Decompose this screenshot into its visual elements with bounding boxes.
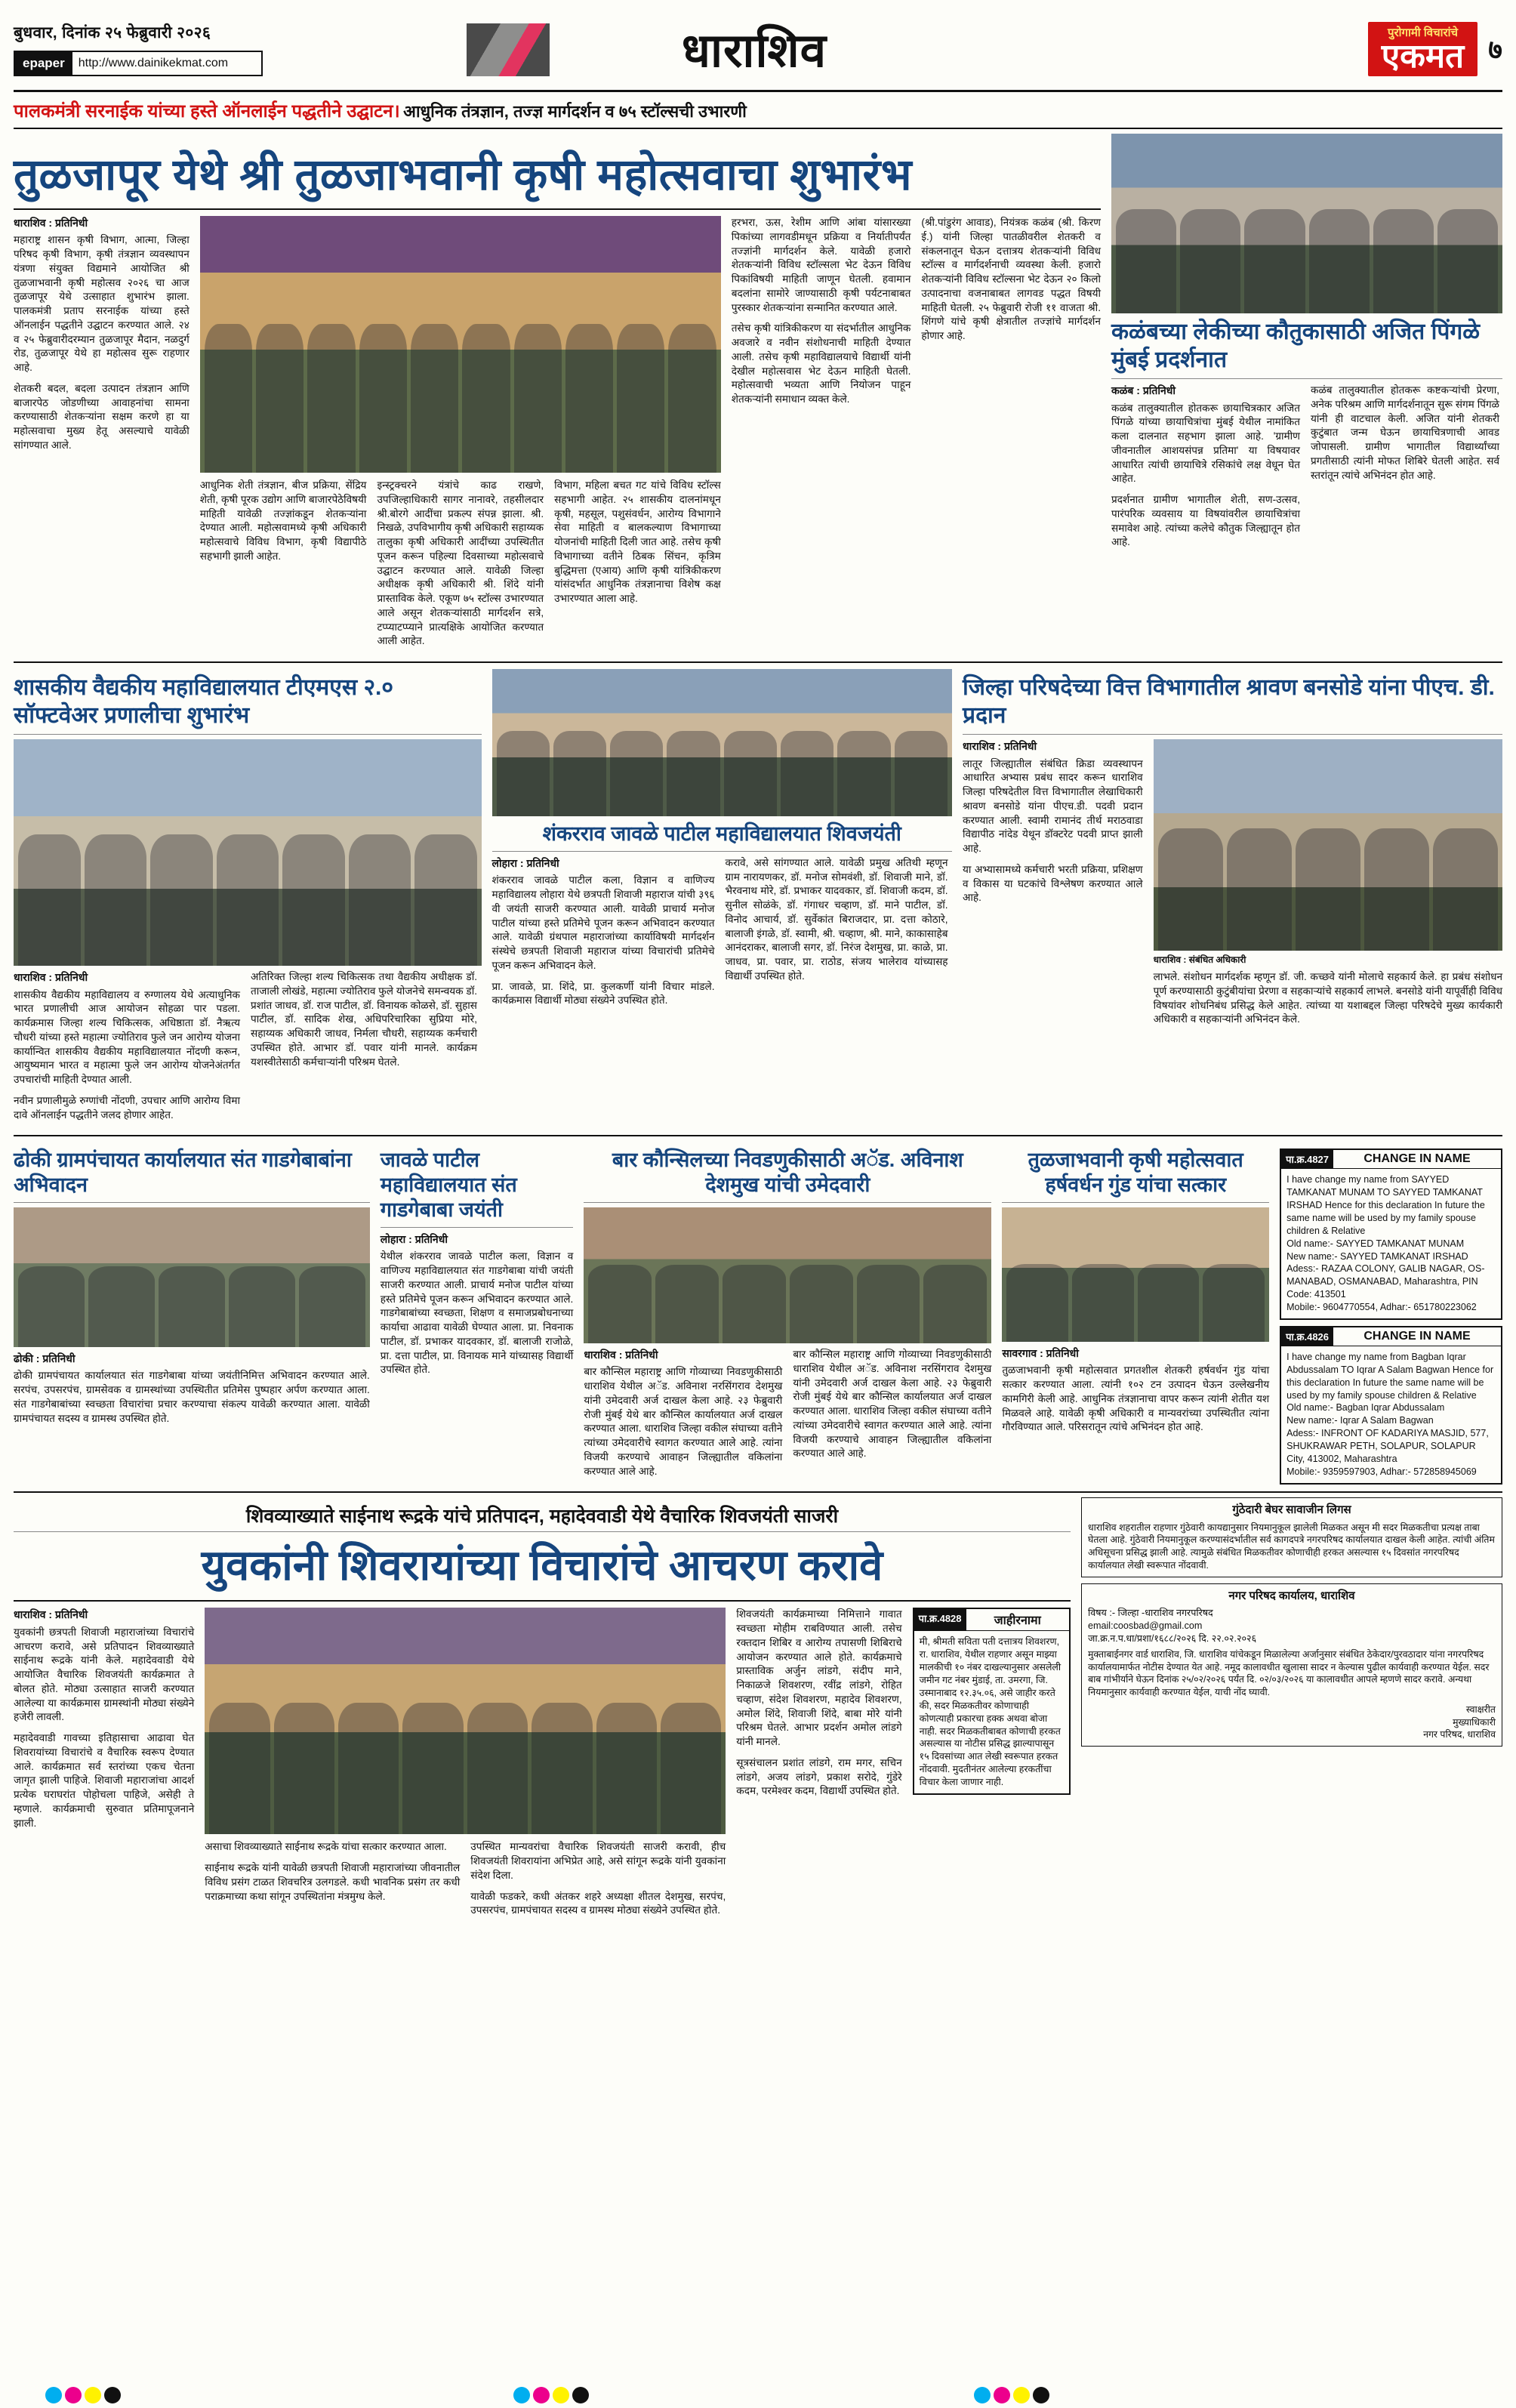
lead-photo-block <box>200 216 721 655</box>
paragraph: तसेच कृषी यांत्रिकीकरण या संदर्भातील आधुनिक अवजारे व नवीन संशोधनाची माहिती देण्यात आली. तसेच कृषी महाविद्यालयाचे विद्यार्थी यांनी देखील महोत्सवास भेट देऊन माहिती घेतली. महोत्सवाची भव्यता आणि नियोजन पाहून शेतकऱ्यांनी समाधान व्यक्त केले. <box>731 322 911 405</box>
mid-right-headline: जिल्हा परिषदेच्या वित्त विभागातील श्रावण बनसोडे यांना पीएच. डी. प्रदान <box>963 675 1495 728</box>
lead-kicker <box>14 92 1502 129</box>
notice-oldname-1: Old name:- SAYYED TAMKANAT MUNAM <box>1286 1238 1465 1249</box>
mid-center-byline: लोहारा : प्रतिनिधी <box>491 856 559 869</box>
notice-jahirnama <box>913 1608 1071 1795</box>
right-top-story <box>1111 134 1502 655</box>
masthead-center <box>331 17 1178 81</box>
notice-newname-1: New name:- SAYYED TAMKANAT IRSHAD <box>1286 1250 1468 1262</box>
masthead <box>14 11 1502 92</box>
row3-byline-2: लोहारा : प्रतिनिधी <box>380 1233 448 1246</box>
right-top-col-2 <box>1311 384 1499 557</box>
notice-change-in-name-1 <box>1280 1149 1502 1320</box>
paragraph: बार कौन्सिल महाराष्ट्र आणि गोव्याच्या निवडणुकीसाठी धाराशिव येथील अॅड. अविनाश नरसिंगराव देशमुख यांनी उमेदवारी अर्ज दाखल केला आहे. २३ फेब्रुवारी रोजी मुंबई येथे बार कौन्सिल कार्यालयात अर्ज दाखल करण्यात आला. धाराशिव जिल्हा वकील संघाच्या वतीने त्यांच्या उमेदवारीचे स्वागत करण्यात आले आहे. त्यांना विजयी करण्याचे आवाहन जिल्ह्यातील वकिलांना करण्यात आले आहे. <box>793 1349 992 1460</box>
notice-body-1: I have change my name from SAYYED TAMKANAT MUNAM TO SAYYED TAMKANAT IRSHAD Hence for this declaration In future the same name will be used by my family spouse children & Relative <box>1286 1174 1485 1236</box>
color-registration-center <box>513 2387 589 2403</box>
bottom-headline: युवकांनी शिवरायांच्या विचारांचे आचरण करावे <box>201 1541 883 1589</box>
np-refline: जा.क्र.न.प.धा/प्रशा/१६८८/२०२६ दि. २२.०२.२०२६ <box>1088 1633 1257 1644</box>
paragraph: सूत्रसंचालन प्रशांत लांडगे, राम मगर, सचिन लांडगे, अजय लांडगे, प्रकाश सरोदे, गुंडेरे कदम, परमेश्वर कदम, विद्यार्थी उपस्थित होते. <box>736 1756 902 1797</box>
row3-col-3a <box>584 1348 782 1485</box>
lead-byline: धाराशिव : प्रतिनिधी <box>14 217 88 229</box>
lead-col-2b <box>377 479 544 655</box>
brand-logo <box>1368 22 1478 76</box>
row3-story-4 <box>1002 1142 1269 1485</box>
bottom-notice-col <box>913 1608 1071 1925</box>
mid-right-photo <box>1154 739 1502 951</box>
np-body: मुक्ताबाईनगर वार्ड धाराशिव, जि. धाराशिव यांचेकडून मिळालेल्या अर्जानुसार संबंधित ठेकेदार/पुरवठादार यांना नगरपरिषद कार्यालयामार्फत नोटीस देण्यात येत आहे. नमूद कालावधीत खुलासा सादर न केल्यास पुढील कार्यवाही करण्यात येईल. सदर बाब गांभीर्याने घेऊन दिनांक २५/०२/२०२६ पर्यंत दि. ०२/०३/२०२६ या कालावधीत आपले म्हणणे सादर करावे. अन्यथा नियमानुसार कार्यवाही करण्यात येईल, याची नोंद घ्यावी. <box>1088 1648 1490 1698</box>
edition-title: धाराशिव <box>681 24 827 77</box>
paragraph: विभाग, महिला बचत गट यांचे विविध स्टॉल्स सहभागी आहेत. २५ शासकीय दालनांमधून कृषी, महसूल, पशुसंवर्धन, आरोग्य विभागाने सेवा माहिती व बालकल्याण विभागाच्या योजनांची माहिती दिली जात आहे. तसेच कृषी विभागाच्या वतीने ठिबक सिंचन, कृत्रिम बुद्धिमत्ता (एआय) आणि कृषी यांत्रिकीकरण यांसंदर्भात आधुनिक तंत्रज्ञानाचा विशेष कक्ष उभारण्यात आला आहे. <box>554 479 721 604</box>
row3-headline-2: जावळे पाटील महाविद्यालयात संत गाडगेबाबा जयंती <box>380 1149 517 1222</box>
mid-left-photo <box>14 739 482 966</box>
notice-address-1: Adess:- RAZAA COLONY, GALIB NAGAR, OS-MANABAD, OSMANABAD, Maharashtra, PIN Code: 413501 <box>1286 1263 1485 1300</box>
row3-photo-1 <box>14 1207 370 1347</box>
jahirnama-number: पा.क्र.4828 <box>914 1609 966 1630</box>
np-heading: नगर परिषद कार्यालय, धाराशिव <box>1228 1589 1355 1602</box>
bottom-photo <box>205 1608 726 1834</box>
jahirnama-body: मी, श्रीमती सविता पती दत्तात्रय शिवशरण, रा. धाराशिव, येथील राहणार असून माझ्या मालकीची १० नंबर दाखल्यानुसार असलेली जमीन गट नंबर मुंडाई, ता. उमरगा, जि. उस्मानाबाद १२.३५.०६, असे जाहीर करते की, सदर मिळकतीवर कोणाचाही कोणत्याही प्रकारचा हक्क अथवा बोजा नाही. सदर मिळकतीबाबत कोणाची हरकत असल्यास या नोटीस प्रसिद्ध झाल्यापासून १५ दिवसांच्या आत लेखी स्वरूपात हरकत नोंदवावी. मुदतीनंतर आलेल्या हरकतींचा विचार केला जाणार नाही. <box>919 1636 1062 1788</box>
mid-left-headline: शासकीय वैद्यकीय महाविद्यालयात टीएमएस २.० सॉफ्टवेअर प्रणालीचा शुभारंभ <box>14 675 393 728</box>
paragraph: येथील शंकरराव जावळे पाटील कला, विज्ञान व वाणिज्य महाविद्यालयात संत गाडगेबाबा यांची जयंती साजरी करण्यात आली. प्राचार्य मनोज पाटील यांच्या हस्ते प्रतिमेचे पूजन करून अभिवादन करण्यात आले. गाडगेबाबांच्या स्वच्छता, शिक्षण व समाजप्रबोधनाच्या कार्याचा आढावा यावेळी घेण्यात आला. प्रा. निवनाक पाटील, डॉ. प्रभाकर यादवकार, डॉ. बालाजी राजोळे, प्रा. दत्ता पाटील, प्रा. विनायक माने यांच्यासह विद्यार्थी उपस्थित होते. <box>380 1250 574 1376</box>
epaper-label: epaper <box>15 52 72 75</box>
paragraph: लाभले. संशोधन मार्गदर्शक म्हणून डॉ. जी. कच्छवे यांनी मोलाचे सहकार्य केले. हा प्रबंध संशोधन पूर्ण करण्यासाठी कुटुंबीयांचा प्रेरणा व सहकाऱ्यांचे सहकार्य लाभले. बनसोडे यांनी यापूर्वीही विविध विषयांवर शोधनिबंध प्रसिद्ध केले आहेत. त्यांच्या या यशाबद्दल जिल्हा परिषदेचे मुख्य कार्यकारी अधिकारी व सहकाऱ्यांनी अभिनंदन केले. <box>1153 971 1502 1025</box>
paragraph: बार कौन्सिल महाराष्ट्र आणि गोव्याच्या निवडणुकीसाठी धाराशिव येथील अॅड. अविनाश नरसिंगराव देशमुख यांनी उमेदवारी अर्ज दाखल केला आहे. २३ फेब्रुवारी रोजी मुंबई येथे बार कौन्सिल कार्यालयात अर्ज दाखल करण्यात आला. धाराशिव जिल्हा वकील संघाच्या वतीने त्यांच्या उमेदवारीचे स्वागत करण्यात आले आहे. त्यांना विजयी करण्याचे आवाहन जिल्ह्यातील वकिलांना करण्यात आले आहे. <box>584 1366 783 1477</box>
lead-col-1 <box>14 216 190 655</box>
paragraph: महाराष्ट्र शासन कृषी विभाग, आत्मा, जिल्हा परिषद कृषी विभाग, कृषी तंत्रज्ञान व्यवस्थापन यंत्रणा संयुक्त विद्यमाने आयोजित श्री तुळजाभवानी कृषी महोत्सव २०२६ चा आज तुळजापूर येथे उत्साहात शुभारंभ झाला. पालकमंत्री प्रताप सरनाईक यांच्या हस्ते ऑनलाईन पद्धतीने उद्घाटन करण्यात आले. २४ व २५ फेब्रुवारीदरम्यान तुळजापूर मैदान, नळदुर्ग रोड, तुळजापूर येथे हा महोत्सव सुरू राहणार आहे. <box>14 234 190 374</box>
row3-story-3 <box>584 1142 991 1485</box>
notice-mobile-2: Mobile:- 9359597903, Adhar:- 572858945069 <box>1286 1466 1477 1477</box>
bottom-photo-block <box>205 1608 726 1925</box>
paragraph: शासकीय वैद्यकीय महाविद्यालय व रुग्णालय येथे अत्याधुनिक भारत प्रणालीची आज आयोजन सोहळा पार पडला. कार्यक्रमास जिल्हा शल्य चिकित्सक, अधिष्ठाता डॉ. नैऋत्य चौधरी यांच्या हस्ते महात्मा ज्योतिराव फुले जन आरोग्य योजना कार्यान्वित शासकीय वैद्यकीय महाविद्यालयात नोंदणी करून, आयुष्यमान भारत व महात्मा फुले जन आरोग्य योजनेअंतर्गत उपचारांची माहिती देण्यात आली. <box>14 988 240 1085</box>
mid-right-col-1 <box>963 739 1143 1034</box>
paragraph: प्रदर्शनात ग्रामीण भागातील शेती, सण-उत्सव, पारंपरिक व्यवसाय या विषयांवरील छायाचित्रांचा समावेश आहे. त्यांच्या कलेचे कौतुक जिल्ह्यातून होत आहे. <box>1111 494 1300 548</box>
mid-right-byline: धाराशिव : प्रतिनिधी <box>963 740 1037 753</box>
notice-gunthewari <box>1081 1497 1502 1577</box>
bottom-col-1 <box>14 1608 194 1925</box>
row3-photo-4 <box>1002 1207 1269 1342</box>
np-sign-1: स्वाक्षरीत <box>1465 1703 1496 1715</box>
bottom-col-2 <box>205 1840 460 1925</box>
masthead-right <box>1178 22 1502 76</box>
notice-body-2: I have change my name from Bagban Iqrar Abdussalam TO Iqrar A Salam Bagwan Hence for this declaration In future the same name will be used by my family spouse children & Relative <box>1286 1351 1494 1401</box>
paragraph: तुळजाभवानी कृषी महोत्सवात प्रगतशील शेतकरी हर्षवर्धन गुंड यांचा सत्कार करण्यात आला. त्यांनी १०२ टन उत्पादन घेऊन उल्लेखनीय कामगिरी केली आहे. आधुनिक तंत्रज्ञानाचा वापर करून त्यांनी शेतीत यश मिळवले आहे. यावेळी कृषी अधिकारी व मान्यवरांच्या उपस्थितीत त्यांना गौरविण्यात आले. परिसरातून त्यांचे अभिनंदन होत आहे. <box>1002 1364 1270 1433</box>
paragraph: आधुनिक शेती तंत्रज्ञान, बीज प्रक्रिया, सेंद्रिय शेती, कृषी पूरक उद्योग आणि बाजारपेठेविषयी माहिती यावेळी तज्ज्ञांकडून शेतकऱ्यांना देण्यात आली. महोत्सवामध्ये कृषी अधिकारी महोत्सवाचे विविध विभाग, कृषी विद्यापीठे सहभागी झाली आहेत. <box>199 479 367 562</box>
paragraph: प्रा. जावळे, प्रा. शिंदे, प्रा. कुलकर्णी यांनी विचार मांडले. कार्यक्रमास विद्यार्थी मोठ्या संख्येने उपस्थित होते. <box>491 980 715 1007</box>
page-number: ७ <box>1488 34 1502 65</box>
np-subline: विषय :- जिल्हा -धाराशिव नगरपरिषद <box>1088 1607 1213 1618</box>
bottom-kicker: शिवव्याख्याते साईनाथ रूद्रके यांचे प्रतिपादन, महादेववाडी येथे वैचारिक शिवजयंती साजरी <box>245 1506 839 1528</box>
lead-kicker-black: आधुनिक तंत्रज्ञान, तज्ज्ञ मार्गदर्शन व ७५ स्टॉल्सची उभारणी <box>403 102 747 121</box>
notice-title-2: CHANGE IN NAME <box>1363 1329 1471 1343</box>
lead-kicker-red: पालकमंत्री सरनाईक यांच्या हस्ते ऑनलाईन पद्धतीने उद्घाटन। <box>14 101 400 122</box>
paragraph: या अभ्यासामध्ये कर्मचारी भरती प्रक्रिया, प्रशिक्षण व विकास या घटकांचे विश्लेषण करण्यात आले आहे. <box>963 863 1143 904</box>
row3-byline-4: सावरगाव : प्रतिनिधी <box>1002 1347 1079 1360</box>
lead-col-4 <box>921 216 1101 655</box>
mid-left-col-1 <box>14 970 240 1129</box>
brand-name: एकमत <box>1381 37 1465 75</box>
paragraph: इन्स्ट्रक्चरने यंत्रांचे काढ राखणे, उपजिल्हाधिकारी सागर नानावरे, तहसीलदार श्री.बोरगे आदींचा प्रकल्प संपन्न झाला. श्री. निखळे, उपविभागीय कृषी अधिकारी सहाय्यक तालुका कृषी अधिकारी आदींच्या उपस्थितीत पूजन करून पहिल्या दिवसाच्या महोत्सवाचे उद्घाटन करण्यात आले. यावेळी जिल्हा अधीक्षक कृषी अधिकारी श्री. शिंदे यांनी प्रास्ताविक केले. एकूण ७५ स्टॉल्स उभारण्यात आले असून शेतकऱ्यांसाठी मार्गदर्शन सत्रे, टप्प्याटप्प्याने प्रात्यक्षिके आयोजित करण्यात आली आहेत. <box>377 479 544 647</box>
color-registration-right <box>974 2387 1049 2403</box>
right-top-col-1 <box>1111 384 1300 557</box>
mid-right-photo-block <box>1154 739 1502 1034</box>
row3-headline-4: तुळजाभवानी कृषी महोत्सवात हर्षवर्धन गुंड यांचा सत्कार <box>1028 1149 1243 1197</box>
lead-col-3 <box>732 216 911 655</box>
notice-number-2: पा.क्र.4826 <box>1281 1327 1333 1346</box>
mid-center-col-2 <box>726 856 948 1015</box>
bottom-col-3 <box>470 1840 726 1925</box>
gunthewari-heading: गुंठेदारी बेघर सावाजीन लिगस <box>1232 1503 1351 1517</box>
notice-nagar-parishad <box>1081 1583 1502 1747</box>
mid-left-col-2 <box>251 970 477 1129</box>
paragraph: कळंब तालुक्यातील होतकरू छायाचित्रकार अजित पिंगळे यांच्या छायाचित्रांचा मुंबई येथील नामांकित कला दालनात सहभाग झाला आहे. 'ग्रामीण जीवनातील आशयसंपन्न प्रतिमा' या विषयावर आधारित त्यांची छायाचित्रे रसिकांचे लक्ष वेधून घेत आहेत. <box>1111 402 1300 485</box>
masthead-photo-icon <box>467 23 550 76</box>
bottom-right-notices <box>1081 1497 1502 1925</box>
row3-story-2 <box>381 1142 574 1485</box>
jahirnama-title: जाहीरनामा <box>994 1614 1041 1628</box>
row3-byline-3: धाराशिव : प्रतिनिधी <box>584 1349 658 1361</box>
row3-byline-1: ढोकी : प्रतिनिधी <box>14 1352 75 1365</box>
publication-date: बुधवार, दिनांक २५ फेब्रुवारी २०२६ <box>14 23 211 42</box>
mid-center-photo <box>492 669 953 816</box>
lead-headline: तुळजापूर येथे श्री तुळजाभवानी कृषी महोत्सवाचा शुभारंभ <box>14 150 913 199</box>
paragraph: कळंब तालुक्यातील होतकरू कष्टकऱ्यांची प्रेरणा, अनेक परिश्रम आणि मार्गदर्शनातून सुरू संगम पिंगळे यांनी ही वाटचाल केली. अजित यांनी शेतकरी कुटुंबात जन्म घेऊन छायाचित्रणाची आवड जोपासली. ग्रामीण भागातील विद्यार्थ्यांच्या प्रगतीसाठी त्यांनी मोफत शिबिरे घेतली आहेत. सर्व स्तरांतून त्यांचे अभिनंदन होत आहे. <box>1311 384 1499 481</box>
row3-photo-3 <box>584 1207 991 1343</box>
paragraph: ढोकी ग्रामपंचायत कार्यालयात संत गाडगेबाबा यांच्या जयंतीनिमित्त अभिवादन करण्यात आले. सरपंच, उपसरपंच, ग्रामसेवक व ग्रामस्थांच्या उपस्थितीत प्रतिमेस पुष्पहार अर्पण करण्यात आला. संत गाडगेबाबांच्या स्वच्छता विचारांचा प्रचार करण्याचा संकल्प यावेळी करण्यात आला. यावेळी ग्रामपंचायत सदस्य व ग्रामस्थ उपस्थित होते. <box>14 1370 370 1424</box>
row3-headline-3: बार कौन्सिलच्या निवडणुकीसाठी अॅड. अविनाश देशमुख यांची उमेदवारी <box>612 1149 963 1197</box>
classifieds-column <box>1280 1142 1502 1485</box>
paragraph: (श्री.पांडुरंग आवाड), नियंत्रक कळंब (श्री. किरण ई.) यांनी जिल्हा पातळीवरील शेतकरी व संकलनातून घेऊन दत्तात्रय शेतकऱ्यांनी विविध स्टॉल्स व मार्गदर्शनाची व्यवस्था केली. हजारो शेतकऱ्यांनी विविध स्टॉल्सना भेट देऊन २० किलो उत्पादनाचा वजनाबाबत लागवड पद्धत विषयी माहिती घेतली. २५ फेब्रुवारी रोजी ११ वाजता श्री. शिंगणे यांचे कृषी क्षेत्रातील तज्ज्ञांचे मार्गदर्शन होणार आहे. <box>921 217 1101 341</box>
paragraph: शिवजयंती कार्यक्रमाच्या निमित्ताने गावात स्वच्छता मोहीम राबविण्यात आली. तसेच रक्तदान शिबिर व आरोग्य तपासणी शिबिराचे आयोजन करण्यात आले होते. कार्यक्रमाचे प्रास्ताविक अर्जुन लांडगे, संदीप माने, निकाळजे शिवशरण, रवींद्र लांडगे, रोहित चव्हाण, संदेश शिवशरण, महादेव शिवशरण, अमोल शिंदे, शिवाजी शिंदे, बाबा मोरे यांनी परिश्रम घेतले. आभार प्रदर्शन अमोल लांडगे यांनी मानले. <box>736 1608 902 1748</box>
row3-story-1 <box>14 1142 370 1485</box>
np-sign-3: नगर परिषद, धाराशिव <box>1423 1729 1496 1740</box>
bottom-story <box>14 1497 1071 1925</box>
right-top-byline: कळंब : प्रतिनिधी <box>1111 384 1176 397</box>
paragraph: शेतकरी बदल, बदला उत्पादन तंत्रज्ञान आणि बाजारपेठ जोडणीच्या आवाहनांचा सामना करण्यासाठी शेतकऱ्यांना सक्षम करणे हा या महोत्सवाचा मुख्य हेतू असल्याचे यावेळी सांगण्यात आले. <box>14 382 190 451</box>
paragraph: महादेववाडी गावच्या इतिहासाचा आढावा घेत शिवरायांच्या विचारांचे व वैचारिक स्वरूप देण्यात आले. कार्यक्रमात सर्व स्तरांच्या एकच चेतना जागृत झाली पाहिजे. शिवाजी महाराजांचा आदर्श प्रत्येक घराघरांत पोहोचला पाहिजे, असेही ते म्हणाले. कार्यक्रमाची सुरुवात प्रतिमापूजनाने झाली. <box>14 1732 195 1829</box>
paragraph: हरभरा, ऊस, रेशीम आणि आंबा यांसारख्या पिकांच्या लागवडीमधून प्रक्रिया व निर्यातीपर्यंत तज्ज्ञांनी मार्गदर्शन केले. यावेळी हजारो शेतकऱ्यांनी विविध स्टॉल्सला भेट देऊन विविध पिकांविषयी माहिती जाणून घेतली. हवामान बदलांना सामोरे जाण्यासाठी कृषी पर्यटनाबाबत पुरस्कार शेतकऱ्यांना सन्मानित करण्यात आले. <box>731 217 911 313</box>
mid-right-story <box>963 669 1502 1129</box>
mid-left-story <box>14 669 482 1129</box>
right-top-photo <box>1111 134 1502 313</box>
paragraph: यावेळी फडकरे, कधी अंतकर शहरे अध्यक्षा शीतल देशमुख, सरपंच, उपसरपंच, ग्रामपंचायत सदस्य व ग्रामस्थ मोठ्या संख्येने उपस्थित होते. <box>470 1890 726 1916</box>
paragraph: अतिरिक्त जिल्हा शल्य चिकित्सक तथा वैद्यकीय अधीक्षक डॉ. ताजाली लोखंडे, महात्मा ज्योतिराव फुले योजनेचे समन्वयक डॉ. प्रशांत जाधव, डॉ. राज पाटील, डॉ. विनायक कोळसे, डॉ. सुहास पाटील, डॉ. सादिक शेख, अधिपरिचारिका सुप्रिया मोरे, सहाय्यक अधिकारी जाधव, निर्मला चौधरी, सहाय्यक कर्मचारी उपस्थित होते. आभार डॉ. पवार यांनी मानले. कार्यक्रम यशस्वीतेसाठी कर्मचाऱ्यांनी परिश्रम घेतले. <box>251 971 477 1068</box>
np-sign-2: मुख्याधिकारी <box>1453 1716 1496 1728</box>
mid-left-byline: धाराशिव : प्रतिनिधी <box>14 971 88 984</box>
paragraph: लातूर जिल्ह्यातील संबंधित क्रिडा व्यवस्थापन आधारित अभ्यास प्रबंध सादर करून धाराशिव जिल्हा परिषदेतील वित्त विभागातील लेखाधिकारी श्रावण बनसोडे यांना पीएच.डी. पदवी प्रदान करण्यात आली. स्वामी रामानंद तीर्थ मराठवाडा विद्यापीठ नांदेड येथून डॉक्टरेट पदवी प्राप्त झाली आहे. <box>963 757 1143 854</box>
notice-newname-2: New name:- Iqrar A Salam Bagwan <box>1286 1415 1434 1426</box>
mid-right-caption: धाराशिव : संबंधित अधिकारी <box>1153 954 1246 966</box>
epaper-link[interactable] <box>14 51 263 76</box>
bottom-byline: धाराशिव : प्रतिनिधी <box>14 1608 88 1621</box>
paragraph: करावे, असे सांगण्यात आले. यावेळी प्रमुख अतिथी म्हणून ग्राम नारायणकर, डॉ. मनोज सोमवंशी, डॉ. शिवाजी माने, डॉ. भैरवनाथ मोरे, डॉ. प्रभाकर यादवकार, डॉ. शिवाजी कदम, डॉ. सुनील सोळंके, डॉ. गंगाधर चव्हाण, डॉ. माने पाटील, डॉ. विनोद आचार्य, डॉ. सुर्वेकांत बिराजदार, प्रा. दत्ता कोठारे, बालाजी इंगळे, डॉ. स्वामी, श्री. चव्हाण, श्री. माने, काकासाहेब आनंदराकर, बालाजी सगर, डॉ. निरंज देशमुख, प्रा. काळे, प्रा. जाधव, प्रा. पवार, प्रा. राठोड, संजय भालेराव यांच्यासह विद्यार्थी उपस्थित होते. <box>725 856 948 982</box>
lead-photo <box>200 216 721 473</box>
mid-center-col-1 <box>492 856 715 1015</box>
lead-col-2c <box>554 479 721 655</box>
np-email: email:coosbad@gmail.com <box>1088 1620 1203 1631</box>
masthead-left <box>14 22 331 76</box>
paragraph: असाचा शिवव्याख्याते साईनाथ रूद्रके यांचा सत्कार करण्यात आला. <box>205 1841 447 1853</box>
notice-title-1: CHANGE IN NAME <box>1363 1152 1471 1166</box>
paragraph: शंकरराव जावळे पाटील कला, विज्ञान व वाणिज्य महाविद्यालय लोहारा येथे छत्रपती शिवाजी महाराज यांची ३९६ वी जयंती साजरी करण्यात आली. यावेळी प्राचार्य मनोज पाटील यांच्या हस्ते प्रतिमेचे पूजन करून अभिवादन करण्यात आले. यावेळी ग्रंथपाल महाराजांच्या कार्याविषयी मार्गदर्शन संस्थेचे छत्रपती शिवाजी महाराज यांच्या विचारांची प्रतिमेचे पूजन करून अभिवादन केले. <box>491 874 715 971</box>
paragraph: नवीन प्रणालीमुळे रुग्णांची नोंदणी, उपचार आणि आरोग्य विमा दावे ऑनलाईन पद्धतीने जलद होणार आहेत. <box>14 1094 240 1121</box>
brand-tagline: पुरोगामी विचारांचे <box>1387 26 1459 39</box>
lead-col-2a <box>200 479 367 655</box>
notice-mobile-1: Mobile:- 9604770554, Adhar:- 651780223062 <box>1286 1302 1477 1312</box>
notice-address-2: Adess:- INFRONT OF KADARIYA MASJID, 577, SHUKRAWAR PETH, SOLAPUR, SOLAPUR City, 413002, Maharashtra <box>1286 1428 1489 1464</box>
right-top-headline: कळंबच्या लेकीच्या कौतुकासाठी अजित पिंगळे मुंबई प्रदर्शनात <box>1111 319 1481 372</box>
epaper-url: http://www.dainikekmat.com <box>78 56 229 69</box>
gunthewari-body: धाराशिव शहरातील राहणार गुंठेवारी कायद्यानुसार नियमानुकूल झालेली मिळकत असून मी सदर मिळकतीचा प्रत्यक्ष ताबा घेतला आहे. गुंठेवारी नियमानुकूल करण्यासंदर्भातील सर्व कागदपत्रे नगरपरिषद कार्यालयात दाखल केली आहेत. त्यांची अंतिम अधिसूचना प्रसिद्ध झाली आहे. त्यामुळे संबंधित मिळकतीवर कोणाचीही हरकत असल्यास १५ दिवसांत नगरपरिषद कार्यालयात लेखी स्वरूपात नोंदवावी. <box>1088 1522 1495 1571</box>
paragraph: युवकांनी छत्रपती शिवाजी महाराजांच्या विचारांचे आचरण करावे, असे प्रतिपादन शिवव्याख्याते साईनाथ रूद्रके यांनी केले. महादेववाडी येथे आयोजित वैचारिक शिवजयंती कार्यक्रमात ते बोलत होते. मोठ्या उत्साहात साजरी करण्यात आलेल्या या कार्यक्रमास ग्रामस्थांनी मोठ्या संख्येने हजेरी लावली. <box>14 1626 195 1723</box>
row3-headline-1: ढोकी ग्रामपंचायत कार्यालयात संत गाडगेबाबांना अभिवादन <box>14 1149 352 1197</box>
paragraph: उपस्थित मान्यवरांचा वैचारिक शिवजयंती साजरी करावी, हीच शिवजयंती शिवरायांना अभिप्रेत आहे, असे सांगून रूद्रके यांनी युवकांना संदेश दिला. <box>470 1841 726 1881</box>
color-registration-left <box>45 2387 121 2403</box>
notice-number-1: पा.क्र.4827 <box>1281 1150 1333 1168</box>
notice-oldname-2: Old name:- Bagban Iqrar Abdussalam <box>1286 1402 1445 1414</box>
mid-center-headline: शंकरराव जावळे पाटील महाविद्यालयात शिवजयंती <box>542 822 901 845</box>
paragraph: साईनाथ रूद्रके यांनी यावेळी छत्रपती शिवाजी महाराजांच्या जीवनातील विविध प्रसंग टाळत शिवचरित्र उलगडले. कधी भावनिक प्रसंग तर कधी पराक्रमाच्या कथा सांगून उपस्थितांना मंत्रमुग्ध केले. <box>205 1862 461 1902</box>
notice-change-in-name-2 <box>1280 1326 1502 1485</box>
row3-col-3b <box>793 1348 991 1485</box>
mid-center-story <box>492 669 953 1129</box>
lead-story <box>14 134 1101 655</box>
bottom-col-4 <box>736 1608 901 1925</box>
